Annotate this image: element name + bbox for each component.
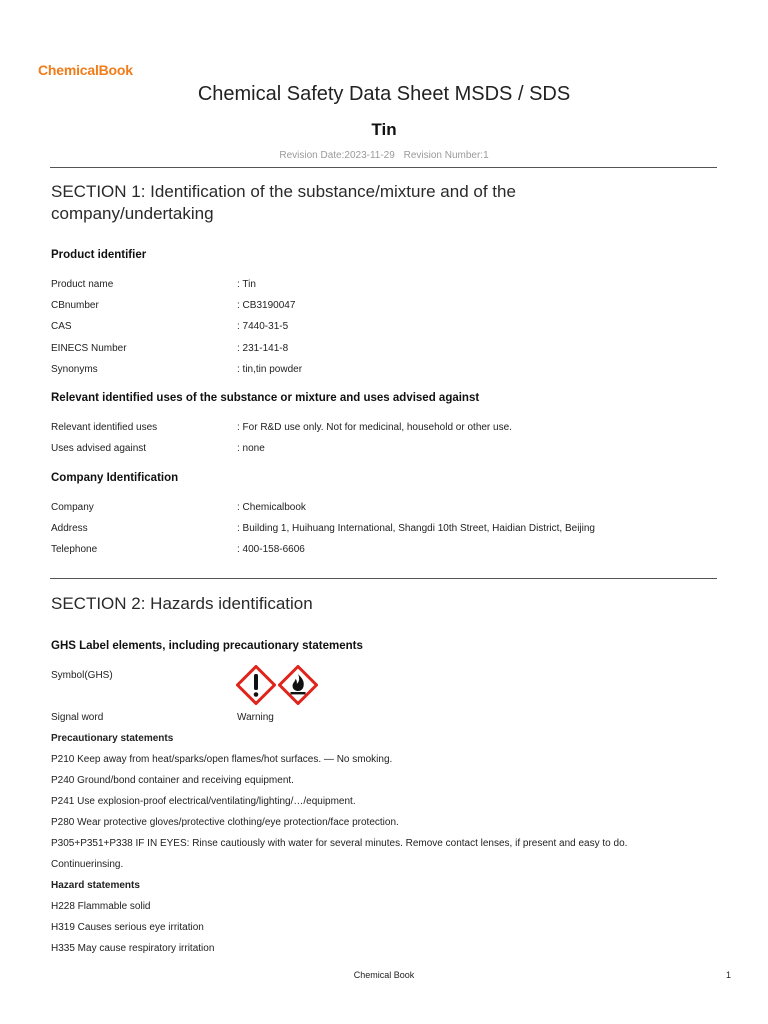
hazard-statements-heading: Hazard statements [51, 880, 140, 891]
hazard-statement: H228 Flammable solid [51, 901, 151, 912]
telephone-value: : 400-158-6606 [237, 544, 305, 555]
telephone-label: Telephone [51, 544, 98, 555]
header-divider [50, 167, 717, 168]
ghs-label-heading: GHS Label elements, including precautionary statements [51, 640, 363, 652]
ghs-pictograms [236, 665, 318, 705]
company-identification-heading: Company Identification [51, 472, 179, 484]
section-2-title: SECTION 2: Hazards identification [51, 594, 313, 613]
hazard-statement: H335 May cause respiratory irritation [51, 943, 215, 954]
cbnumber-label: CBnumber [51, 300, 99, 311]
product-name-value: : Tin [237, 279, 256, 290]
hazard-statement: H319 Causes serious eye irritation [51, 922, 204, 933]
symbol-ghs-label: Symbol(GHS) [51, 670, 113, 681]
relevant-uses-heading: Relevant identified uses of the substance or mixture and uses advised against [51, 392, 480, 404]
precautionary-statement: P240 Ground/bond container and receiving equipment. [51, 775, 294, 786]
cas-label: CAS [51, 321, 72, 332]
page-number: 1 [726, 970, 732, 980]
section-divider [50, 578, 717, 579]
signal-word-label: Signal word [51, 712, 104, 723]
revision-date: Revision Date:2023-11-29 [279, 150, 395, 161]
precautionary-statement: P280 Wear protective gloves/protective clothing/eye protection/face protection. [51, 817, 399, 828]
address-value: : Building 1, Huihuang International, Shangdi 10th Street, Haidian District, Beijing [237, 523, 595, 534]
precautionary-statement: Continuerinsing. [51, 859, 124, 870]
product-identifier-heading: Product identifier [51, 249, 147, 261]
identified-uses-value: : For R&D use only. Not for medicinal, household or other use. [237, 422, 512, 433]
brand-logo: ChemicalBook [38, 62, 133, 78]
company-value: : Chemicalbook [237, 502, 306, 513]
revision-number: Revision Number:1 [403, 150, 489, 161]
substance-name: Tin [371, 120, 397, 139]
section-1-title: SECTION 1: Identification of the substance/mixture and of the company/undertaking [51, 182, 516, 223]
cas-value: : 7440-31-5 [237, 321, 289, 332]
precautionary-statement: P305+P351+P338 IF IN EYES: Rinse cautiously with water for several minutes. Remove contact lenses, if present and easy to do. [51, 838, 628, 849]
synonyms-value: : tin,tin powder [237, 364, 303, 375]
revision-info [0, 150, 768, 161]
einecs-value: : 231-141-8 [237, 343, 289, 354]
address-label: Address [51, 523, 88, 534]
uses-advised-against-label: Uses advised against [51, 443, 147, 454]
signal-word-value: Warning [237, 712, 274, 723]
precautionary-statements-heading: Precautionary statements [51, 733, 174, 744]
flame-pictogram-icon [278, 665, 318, 705]
product-name-label: Product name [51, 279, 114, 290]
exclamation-mark-pictogram-icon [236, 665, 276, 705]
synonyms-label: Synonyms [51, 364, 98, 375]
precautionary-statement: P210 Keep away from heat/sparks/open flames/hot surfaces. — No smoking. [51, 754, 393, 765]
footer-source: Chemical Book [353, 970, 415, 980]
uses-advised-against-value: : none [237, 443, 265, 454]
identified-uses-label: Relevant identified uses [51, 422, 158, 433]
precautionary-statement: P241 Use explosion-proof electrical/ventilating/lighting/…/equipment. [51, 796, 356, 807]
company-label: Company [51, 502, 94, 513]
einecs-label: EINECS Number [51, 343, 127, 354]
cbnumber-value: : CB3190047 [237, 300, 296, 311]
document-title: Chemical Safety Data Sheet MSDS / SDS [197, 83, 571, 105]
